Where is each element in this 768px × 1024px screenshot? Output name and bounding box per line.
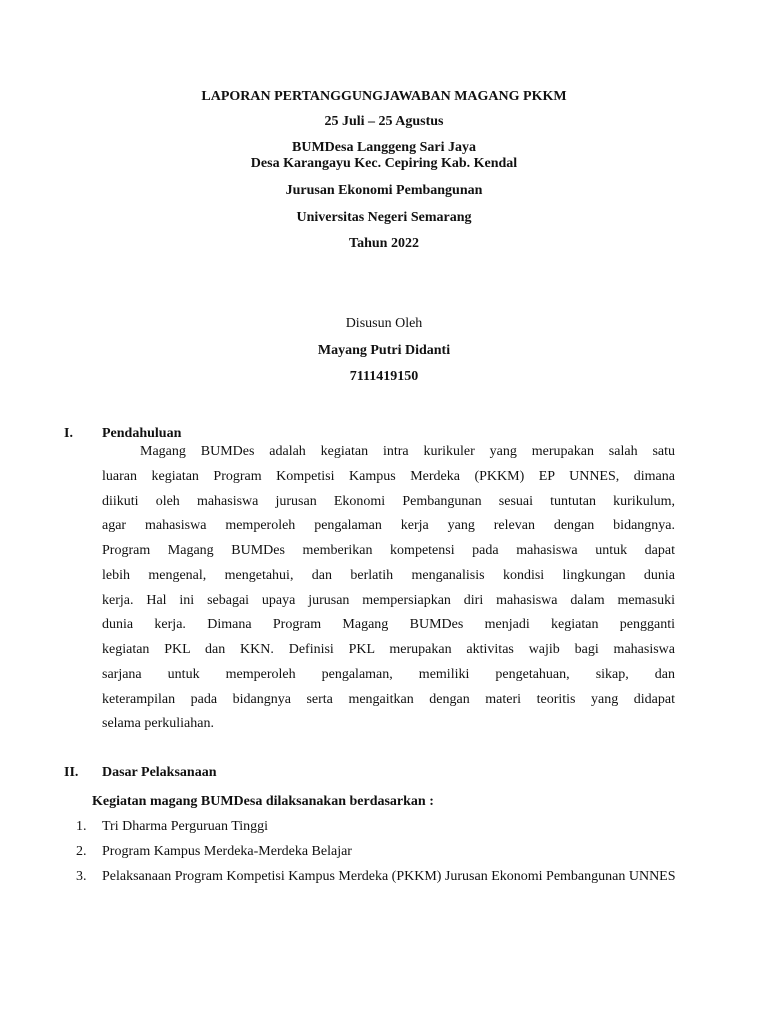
organization-address: Desa Karangayu Kec. Cepiring Kab. Kendal bbox=[250, 156, 518, 171]
paragraph-line: kerja. Hal ini sebagai upaya jurusan mempersiapkan diri mahasiswa dalam memasuki bbox=[102, 592, 675, 608]
list-item bbox=[64, 864, 684, 889]
paragraph-line: dunia kerja. Dimana Program Magang BUMDes menjadi kegiatan pengganti bbox=[102, 617, 675, 633]
paragraph-line: sarjana untuk memperoleh pengalaman, memiliki pengetahuan, sikap, dan bbox=[102, 666, 675, 682]
paragraph-line: keterampilan pada bidangnya serta mengaitkan dengan materi teoritis yang didapat bbox=[102, 691, 675, 707]
list-item bbox=[64, 839, 684, 864]
list-item-number: 3. bbox=[76, 869, 87, 884]
university-name: Universitas Negeri Semarang bbox=[296, 210, 472, 225]
list-item-number: 2. bbox=[76, 844, 87, 859]
list-item-text: Tri Dharma Perguruan Tinggi bbox=[102, 819, 269, 834]
department-name: Jurusan Ekonomi Pembangunan bbox=[285, 183, 483, 198]
author-name: Mayang Putri Didanti bbox=[317, 343, 451, 358]
paragraph-line: luaran kegiatan Program Kompetisi Kampus Merdeka (PKKM) EP UNNES, dimana bbox=[102, 468, 675, 484]
organization-name: BUMDesa Langgeng Sari Jaya bbox=[292, 140, 476, 155]
paragraph-line: lebih mengenal, mengetahui, dan berlatih menganalisis kondisi lingkungan dunia bbox=[102, 567, 675, 583]
author-id: 7111419150 bbox=[349, 369, 419, 384]
section-1-title: Pendahuluan bbox=[102, 426, 182, 441]
author-label: Disusun Oleh bbox=[345, 316, 423, 331]
report-title: LAPORAN PERTANGGUNGJAWABAN MAGANG PKKM bbox=[201, 89, 567, 104]
section-1-paragraph bbox=[102, 440, 675, 737]
paragraph-line: kegiatan PKL dan KKN. Definisi PKL merupakan aktivitas wajib bagi mahasiswa bbox=[102, 642, 675, 657]
basis-list bbox=[64, 814, 684, 889]
paragraph-line: Magang BUMDes adalah kegiatan intra kurikuler yang merupakan salah satu bbox=[140, 444, 675, 459]
paragraph-line: diikuti oleh mahasiswa jurusan Ekonomi Pembangunan sesuai tuntutan kurikulum, bbox=[102, 493, 675, 509]
list-item-text: Program Kampus Merdeka-Merdeka Belajar bbox=[102, 844, 352, 859]
report-year: Tahun 2022 bbox=[349, 236, 419, 251]
section-2-intro: Kegiatan magang BUMDesa dilaksanakan berdasarkan : bbox=[92, 794, 434, 809]
section-1-number: I. bbox=[64, 426, 73, 441]
paragraph-line: agar mahasiswa memperoleh pengalaman kerja yang relevan dengan bidangnya. bbox=[102, 518, 675, 534]
list-item-text: Pelaksanaan Program Kompetisi Kampus Merdeka (PKKM) Jurusan Ekonomi Pembangunan UNNES bbox=[102, 869, 676, 884]
list-item bbox=[64, 814, 684, 839]
paragraph-line: Program Magang BUMDes memberikan kompetensi pada mahasiswa untuk dapat bbox=[102, 543, 675, 558]
report-period: 25 Juli – 25 Agustus bbox=[324, 114, 444, 129]
section-2-number: II. bbox=[64, 765, 79, 780]
paragraph-line: selama perkuliahan. bbox=[102, 716, 214, 732]
list-item-number: 1. bbox=[76, 819, 87, 834]
section-2-title: Dasar Pelaksanaan bbox=[102, 765, 217, 780]
